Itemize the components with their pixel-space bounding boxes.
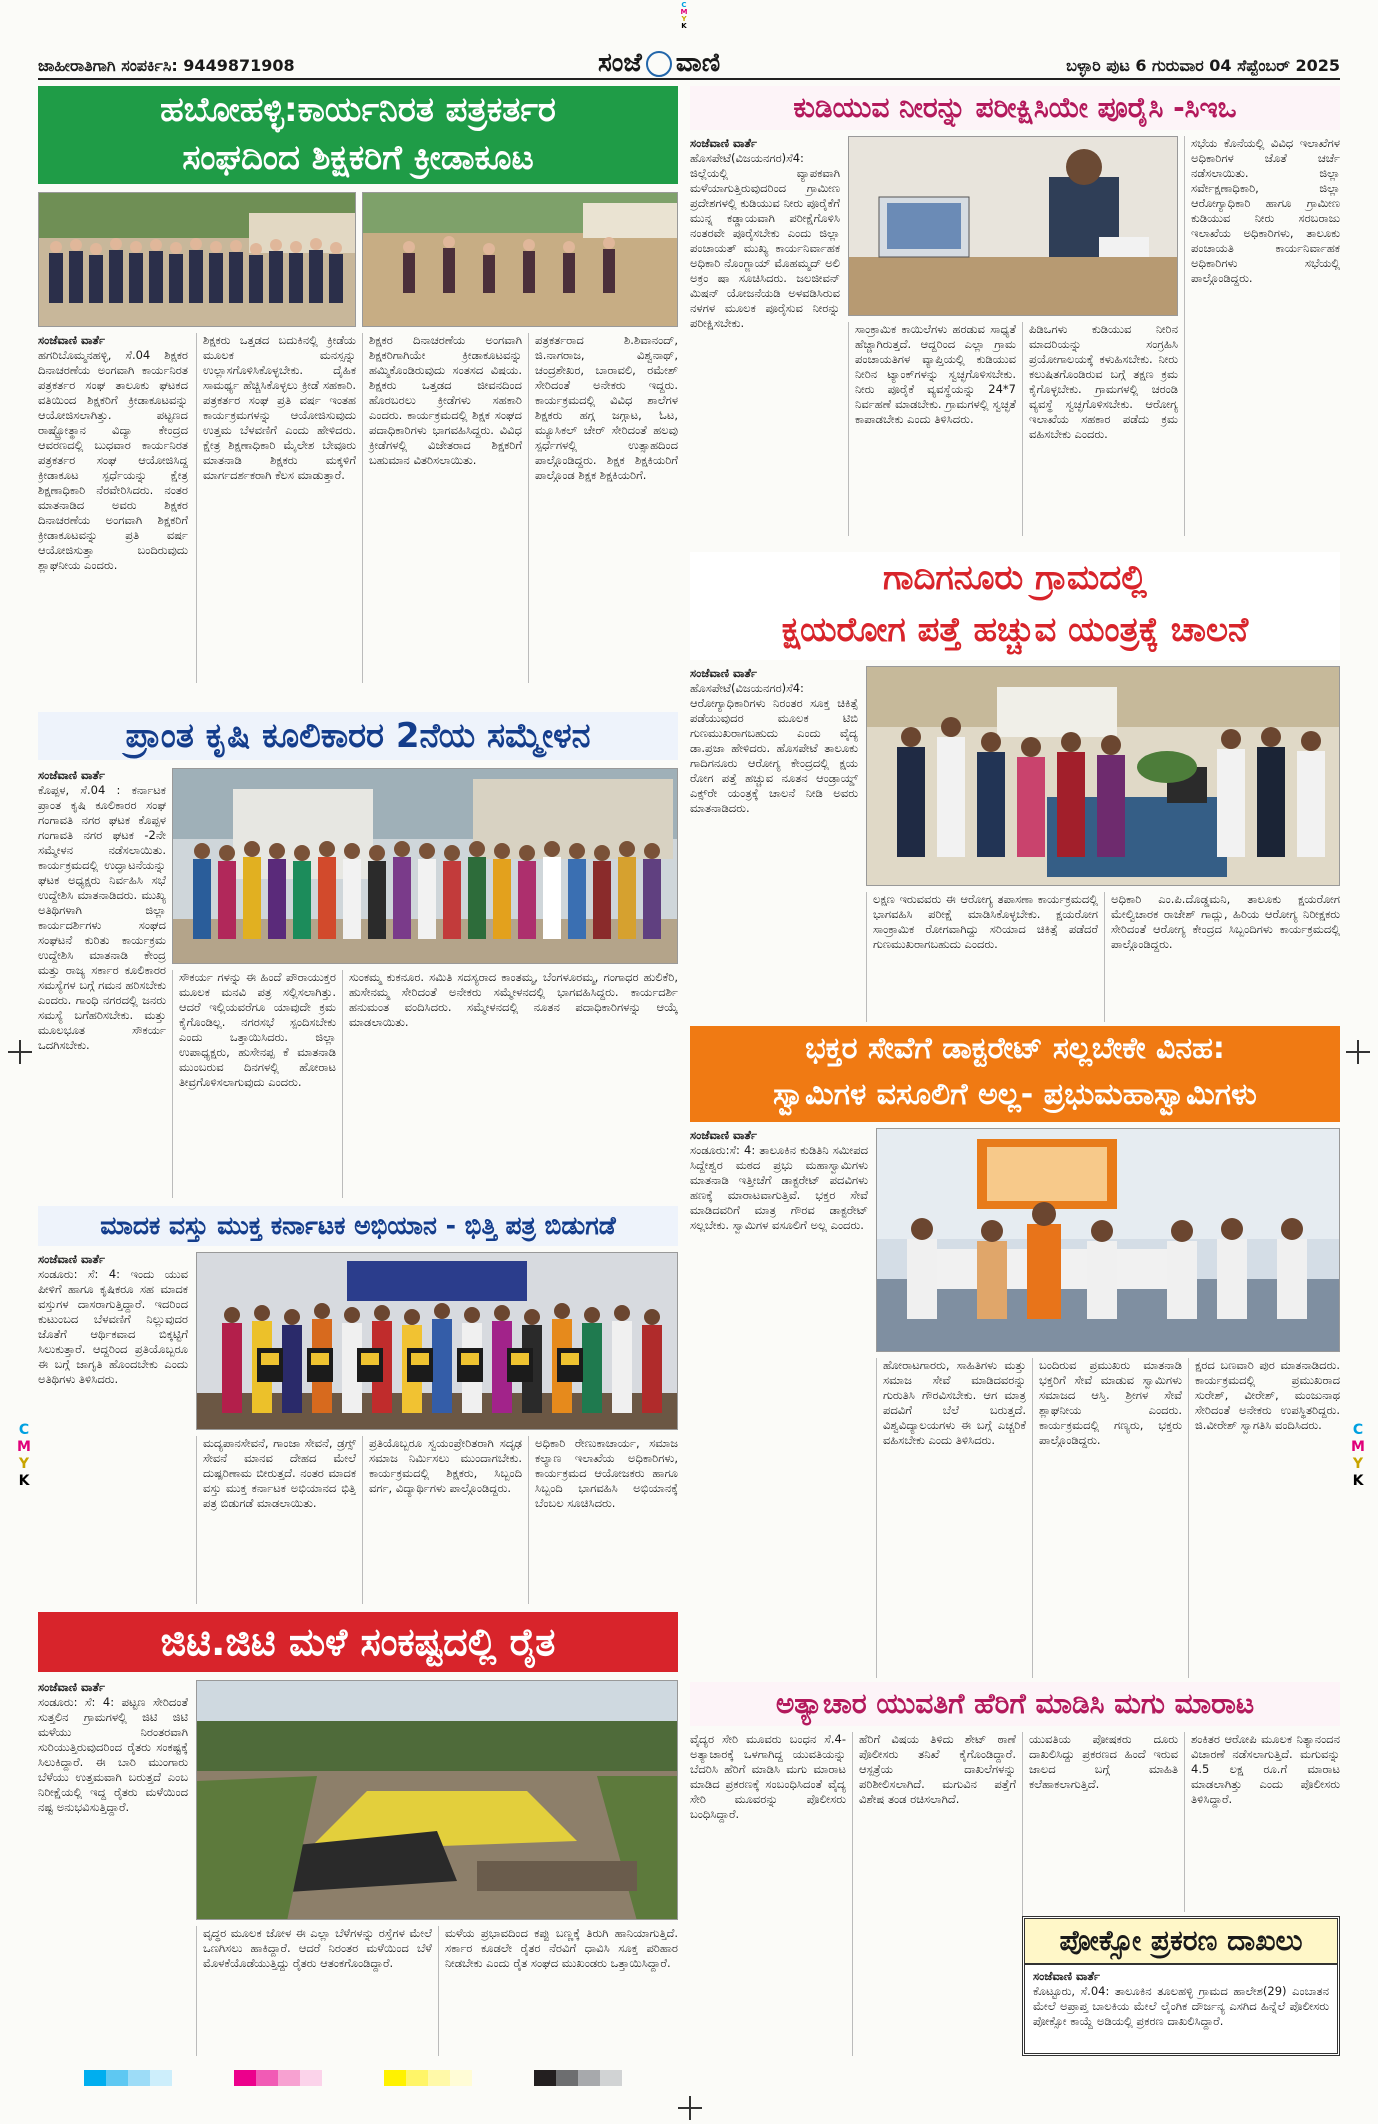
agri-workers-col-3: ಸುಂಕಮ್ಮ ಕುಕನೂರ. ಸಮಿತಿ ಸದಸ್ಯರಾದ ಕಾಂತಮ್ಮ, ಬೆಂಗಳೂರಮ್ಮ, ಗಂಗಾಧರ ಹುಲಿಕೆರಿ, ಹುಸೇನಮ್ಮ ಸೇರಿದಂತೆ ಅನೇಕರು ಸಮ್ಮೇಳನದಲ್ಲಿ ಭಾಗವಹಿಸಿದ್ದರು. ಕಾರ್ಯದರ್ಶಿ ಹನುಮಂತ ವಂದಿಸಿದರು. ಸಮ್ಮೇಳನದಲ್ಲಿ ನೂತನ ಪದಾಧಿಕಾರಿಗಳನ್ನು ಆಯ್ಕೆ ಮಾಡಲಾಯಿತು. [342,970,678,1198]
rain-headline: ಜಿಟಿ.ಜಿಟಿ ಮಳೆ ಸಂಕಷ್ಟದಲ್ಲಿ ರೈತ [38,1612,678,1672]
water-photo [848,136,1178,316]
sports-photo-group [38,192,356,327]
rain-col-1: ಸಂಜೆವಾಣಿ ವಾರ್ತೆ ಸಂಡೂರು: ಸೆ: 4: ಪಟ್ಟಣ ಸೇರಿದಂತೆ ಸುತ್ತಲಿನ ಗ್ರಾಮಗಳಲ್ಲಿ ಜಿಟಿ ಜಿಟಿ ಮಳೆಯು ನಿರಂತರವಾಗಿ ಸುರಿಯುತ್ತಿರುವುದರಿಂದ ರೈತರು ಸಂಕಷ್ಟಕ್ಕೆ ಸಿಲುಕಿದ್ದಾರೆ. ಈ ಬಾರಿ ಮುಂಗಾರು ಬೆಳೆಯು ಉತ್ತಮವಾಗಿ ಬರುತ್ತದೆ ಎಂಬ ನಿರೀಕ್ಷೆಯಲ್ಲಿ ಇದ್ದ ರೈತರು ಮಳೆಯಿಂದ ನಷ್ಟ ಅನುಭವಿಸುತ್ತಿದ್ದಾರೆ. [38,1680,188,1814]
drug-free-col-1: ಸಂಜೆವಾಣಿ ವಾರ್ತೆ ಸಂಡೂರು: ಸೆ: 4: ಇಂದು ಯುವ ಪೀಳಿಗೆ ಹಾಗೂ ಕೃಷಿಕರೂ ಸಹ ಮಾದಕ ವಸ್ತುಗಳ ದಾಸರಾಗುತ್ತಿದ್ದಾರೆ. ಇದರಿಂದ ಕುಟುಂಬದ ಬೆಳವಣಿಗೆ ನಿಲ್ಲುವುದರ ಜೊತೆಗೆ ಆರ್ಥಿಕವಾದ ಬಿಕ್ಕಟ್ಟಿಗೆ ಸಿಲುಕುತ್ತಾರೆ. ಆದ್ದರಿಂದ ಪ್ರತಿಯೊಬ್ಬರೂ ಈ ಬಗ್ಗೆ ಜಾಗೃತಿ ಹೊಂದಬೇಕು ಎಂದು ಅತಿಥಿಗಳು ತಿಳಿಸಿದರು. [38,1252,188,1386]
drug-free-headline: ಮಾದಕ ವಸ್ತು ಮುಕ್ತ ಕರ್ನಾಟಕ ಅಭಿಯಾನ - ಭಿತ್ತಿ ಪತ್ರ ಬಿಡುಗಡೆ [38,1206,678,1246]
child-sale-col-3: ಯುವತಿಯ ಪೋಷಕರು ದೂರು ದಾಖಲಿಸಿದ್ದು ಪ್ರಕರಣದ ಹಿಂದೆ ಇರುವ ಜಾಲದ ಬಗ್ಗೆ ಮಾಹಿತಿ ಕಲೆಹಾಕಲಾಗುತ್ತಿದೆ. [1022,1732,1178,2056]
child-sale-col-1: ವೈದ್ಯರ ಸೇರಿ ಮೂವರು ಬಂಧನ ಸೆ.4- ಅತ್ಯಾಚಾರಕ್ಕೆ ಒಳಗಾಗಿದ್ದ ಯುವತಿಯನ್ನು ಬೆದರಿಸಿ ಹೆರಿಗೆ ಮಾಡಿಸಿ ಮಗು ಮಾರಾಟ ಮಾಡಿದ ಪ್ರಕರಣಕ್ಕೆ ಸಂಬಂಧಿಸಿದಂತೆ ವೈದ್ಯ ಸೇರಿ ಮೂವರನ್ನು ಪೊಲೀಸರು ಬಂಧಿಸಿದ್ದಾರೆ. [690,1732,846,1821]
drug-free-col-2: ಮದ್ಯಪಾನಸೇವನೆ, ಗಾಂಜಾ ಸೇವನೆ, ಡ್ರಗ್ಸ್ ಸೇವನೆ ಮಾನವ ದೇಹದ ಮೇಲೆ ದುಷ್ಪರಿಣಾಮ ಬೀರುತ್ತದೆ. ನಂತರ ಮಾದಕ ವಸ್ತು ಮುಕ್ತ ಕರ್ನಾಟಕ ಅಭಿಯಾನದ ಭಿತ್ತಿ ಪತ್ರ ಬಿಡುಗಡೆ ಮಾಡಲಾಯಿತು. [196,1436,356,1604]
advertising-contact: ಜಾಹೀರಾತಿಗಾಗಿ ಸಂಪರ್ಕಿಸಿ: 9449871908 [38,56,295,75]
sports-headline: ಹಬೋಹಳ್ಳಿ:ಕಾರ್ಯನಿರತ ಪತ್ರಕರ್ತರ ಸಂಘದಿಂದ ಶಿಕ್ಷಕರಿಗೆ ಕ್ರೀಡಾಕೂಟ [38,86,678,184]
water-col-4: ಸಭೆಯ ಕೊನೆಯಲ್ಲಿ ವಿವಿಧ ಇಲಾಖೆಗಳ ಅಧಿಕಾರಿಗಳ ಜೊತೆ ಚರ್ಚೆ ನಡೆಸಲಾಯಿತು. ಜಿಲ್ಲಾ ಸರ್ವೇಕ್ಷಣಾಧಿಕಾರಿ, ಜಿಲ್ಲಾ ಆರೋಗ್ಯಾಧಿಕಾರಿ ಹಾಗೂ ಗ್ರಾಮೀಣ ಕುಡಿಯುವ ನೀರು ಸರಬರಾಜು ಇಲಾಖೆಯ ಅಧಿಕಾರಿಗಳು, ತಾಲೂಕು ಪಂಚಾಯತಿ ಕಾರ್ಯನಿರ್ವಾಹಕ ಅಧಿಕಾರಿಗಳು ಸಭೆಯಲ್ಲಿ ಪಾಲ್ಗೊಂಡಿದ್ದರು. [1184,136,1340,536]
sports-col-4: ಪತ್ರಕರ್ತರಾದ ಶಿ.ಶಿವಾನಂದ್, ಜಿ.ನಾಗರಾಜ, ವಿಶ್ವನಾಥ್, ಚಂದ್ರಶೇಖರ, ಬಾರಾವಲಿ, ರಮೇಶ್ ಸೇರಿದಂತೆ ಅನೇಕರು ಇದ್ದರು. ಕಾರ್ಯಕ್ರಮದಲ್ಲಿ ವಿವಿಧ ಶಾಲೆಗಳ ಶಿಕ್ಷಕರು ಹಗ್ಗ ಜಗ್ಗಾಟ, ಓಟ, ಮ್ಯೂಸಿಕಲ್ ಚೇರ್ ಸೇರಿದಂತೆ ಹಲವು ಸ್ಪರ್ಧೆಗಳಲ್ಲಿ ಉತ್ಸಾಹದಿಂದ ಪಾಲ್ಗೊಂಡಿದ್ದರು. ಶಿಕ್ಷಕ ಶಿಕ್ಷಕಿಯರಿಗೆ ಪಾಲ್ಗೊಂಡ ಶಿಕ್ಷಕ ಶಿಕ್ಷಕಿಯರಿಗೆ. [528,333,678,683]
sports-col-3: ಶಿಕ್ಷಕರ ದಿನಾಚರಣೆಯ ಅಂಗವಾಗಿ ಶಿಕ್ಷಕರಿಗಾಗಿಯೇ ಕ್ರೀಡಾಕೂಟವನ್ನು ಹಮ್ಮಿಕೊಂಡಿರುವುದು ಸಂತಸದ ವಿಷಯ. ಶಿಕ್ಷಕರು ಒತ್ತಡದ ಜೀವನದಿಂದ ಹೊರಬರಲು ಕ್ರೀಡೆಗಳು ಸಹಕಾರಿ ಎಂದರು. ಕಾರ್ಯಕ್ರಮದಲ್ಲಿ ಶಿಕ್ಷಕ ಸಂಘದ ಪದಾಧಿಕಾರಿಗಳು ಭಾಗವಹಿಸಿದ್ದರು. ವಿವಿಧ ಕ್ರೀಡೆಗಳಲ್ಲಿ ವಿಜೇತರಾದ ಶಿಕ್ಷಕರಿಗೆ ಬಹುಮಾನ ವಿತರಿಸಲಾಯಿತು. [362,333,522,683]
crop-mark-bottom [678,2096,702,2120]
rain-col-3: ಮಳೆಯ ಪ್ರಭಾವದಿಂದ ಕಪ್ಪು ಬಣ್ಣಕ್ಕೆ ತಿರುಗಿ ಹಾನಿಯಾಗುತ್ತಿದೆ. ಸರ್ಕಾರ ಕೂಡಲೇ ರೈತರ ನೆರವಿಗೆ ಧಾವಿಸಿ ಸೂಕ್ತ ಪರಿಹಾರ ನೀಡಬೇಕು ಎಂದು ರೈತ ಸಂಘದ ಮುಖಂಡರು ಒತ್ತಾಯಿಸಿದ್ದಾರೆ. [438,1926,678,2056]
doctorate-headline: ಭಕ್ತರ ಸೇವೆಗೆ ಡಾಕ್ಟರೇಟ್ ಸಲ್ಲಬೇಕೇ ವಿನಹ: ಸ್ವಾಮಿಗಳ ವಸೂಲಿಗೆ ಅಲ್ಲ- ಪ್ರಭುಮಹಾಸ್ವಾಮಿಗಳು [690,1026,1340,1122]
doctorate-col-3: ಬಂದಿರುವ ಪ್ರಮುಖರು ಮಾತನಾಡಿ ಭಕ್ತರಿಗೆ ಸೇವೆ ಮಾಡುವ ಸ್ವಾಮಿಗಳು ಸಮಾಜದ ಆಸ್ತಿ. ಶ್ರೀಗಳ ಸೇವೆ ಶ್ಲಾಘನೀಯ ಎಂದರು. ಕಾರ್ಯಕ್ರಮದಲ್ಲಿ ಗಣ್ಯರು, ಭಕ್ತರು ಪಾಲ್ಗೊಂಡಿದ್ದರು. [1032,1358,1182,1678]
masthead [38,48,1340,80]
tb-col-2: ಲಕ್ಷಣ ಇರುವವರು ಈ ಆರೋಗ್ಯ ತಪಾಸಣಾ ಕಾರ್ಯಕ್ರಮದಲ್ಲಿ ಭಾಗವಹಿಸಿ ಪರೀಕ್ಷೆ ಮಾಡಿಸಿಕೊಳ್ಳಬೇಕು. ಕ್ಷಯರೋಗ ಸಾಂಕ್ರಾಮಿಕ ರೋಗವಾಗಿದ್ದು ಸರಿಯಾದ ಚಿಕಿತ್ಸೆ ಪಡೆದರೆ ಗುಣಮುಖರಾಗಬಹುದು ಎಂದರು. [866,892,1098,1022]
color-calibration-bar [84,2070,1294,2086]
tb-col-1: ಸಂಜೆವಾಣಿ ವಾರ್ತೆ ಹೊಸಪೇಟೆ(ವಿಜಯನಗರ)ಸೆ4: ಆರೋಗ್ಯಾಧಿಕಾರಿಗಳು ನಿರಂತರ ಸೂಕ್ತ ಚಿಕಿತ್ಸೆ ಪಡೆಯುವುದರ ಮೂಲಕ ಟಿಬಿ ಗುಣಮುಖರಾಗಬಹುದು ಎಂದು ವೈದ್ಯ ಡಾ.ಪ್ರಜಾ ಹೇಳಿದರು. ಹೊಸಪೇಟೆ ತಾಲೂಕು ಗಾದಿಗನೂರು ಆರೋಗ್ಯ ಕೇಂದ್ರದಲ್ಲಿ ಕ್ಷಯ ರೋಗ ಪತ್ತೆ ಹಚ್ಚುವ ನೂತನ ಆಂಡ್ರಾಯ್ಡ್ ಎಕ್ಸ್‌ರೇ ಯಂತ್ರಕ್ಕೆ ಚಾಲನೆ ನೀಡಿ ಅವರು ಮಾತನಾಡಿದರು. [690,666,858,815]
child-sale-col-2: ಹೆರಿಗೆ ವಿಷಯ ತಿಳಿದು ಶೇಟ್ ಠಾಣೆ ಪೊಲೀಸರು ತನಿಖೆ ಕೈಗೊಂಡಿದ್ದಾರೆ. ಆಸ್ಪತ್ರೆಯ ದಾಖಲೆಗಳನ್ನು ಪರಿಶೀಲಿಸಲಾಗಿದೆ. ಮಗುವಿನ ಪತ್ತೆಗೆ ವಿಶೇಷ ತಂಡ ರಚಿಸಲಾಗಿದೆ. [852,1732,1016,2056]
agri-workers-headline: ಪ್ರಾಂತ ಕೃಷಿ ಕೂಲಿಕಾರರ 2ನೆಯ ಸಮ್ಮೇಳನ [38,712,678,760]
dateline: ಬಳ್ಳಾರಿ ಪುಟ 6 ಗುರುವಾರ 04 ಸೆಪ್ಟೆಂಬರ್ 2025 [1066,56,1340,75]
pocso-body: ಸಂಜೆವಾಣಿ ವಾರ್ತೆ ಕೊಟ್ಟೂರು, ಸೆ.04: ತಾಲೂಕಿನ ತೂಲಹಳ್ಳಿ ಗ್ರಾಮದ ಹಾಲೇಶ(29) ಎಂಬಾತನ ಮೇಲೆ ಅಪ್ರಾಪ್ತ ಬಾಲಕಿಯ ಮೇಲೆ ಲೈಂಗಿಕ ದೌರ್ಜನ್ಯ ಎಸಗಿದ ಹಿನ್ನೆಲೆ ಪೊಲೀಸರು ಪೋಕ್ಸೋ ಕಾಯ್ದೆ ಅಡಿಯಲ್ಲಿ ಪ್ರಕರಣ ದಾಖಲಿಸಿದ್ದಾರೆ. [1033,1969,1329,2028]
agri-workers-col-1: ಸಂಜೆವಾಣಿ ವಾರ್ತೆ ಕೊಪ್ಪಳ, ಸೆ.04 : ಕರ್ನಾಟಕ ಪ್ರಾಂತ ಕೃಷಿ ಕೂಲಿಕಾರರ ಸಂಘ ಗಂಗಾವತಿ ನಗರ ಘಟಕ ಕೊಪ್ಪಳ ಗಂಗಾವತಿ ನಗರ ಘಟಕ -2ನೇ ಸಮ್ಮೇಳನ ನಡೆಸಲಾಯಿತು. ಕಾರ್ಯಕ್ರಮದಲ್ಲಿ ಉದ್ಘಾಟನೆಯನ್ನು ಘಟಕ ಅಧ್ಯಕ್ಷರು ನಿರ್ವಹಿಸಿ ಸಭೆ ಉದ್ದೇಶಿಸಿ ಮಾತನಾಡಿದರು. ಮುಖ್ಯ ಅತಿಥಿಗಳಾಗಿ ಜಿಲ್ಲಾ ಕಾರ್ಯದರ್ಶಿಗಳು ಸಂಘದ ಸಂಘಟನೆ ಕುರಿತು ಕಾರ್ಯಕ್ರಮ ಉದ್ದೇಶಿಸಿ ಮಾತನಾಡಿ ಕೇಂದ್ರ ಮತ್ತು ರಾಜ್ಯ ಸರ್ಕಾರ ಕೂಲಿಕಾರರ ಸಮಸ್ಯೆಗಳ ಬಗ್ಗೆ ಗಮನ ಹರಿಸಬೇಕು ಎಂದರು. ಗಾಂಧಿ ನಗರದಲ್ಲಿ ಜನರು ಸಮಸ್ಯೆ ಬಗೆಹರಿಸಬೇಕು. ಮತ್ತು ಮೂಲಭೂತ ಸೌಕರ್ಯ ಒದಗಿಸಬೇಕು. [38,768,166,1052]
rain-col-2: ವೃದ್ಧರ ಮೂಲಕ ಜೋಳ ಈ ಎಲ್ಲಾ ಬೆಳೆಗಳನ್ನು ರಸ್ತೆಗಳ ಮೇಲೆ ಒಣಗಿಸಲು ಹಾಕಿದ್ದಾರೆ. ಆದರೆ ನಿರಂತರ ಮಳೆಯಿಂದ ಬೆಳೆ ಮೊಳಕೆಯೊಡೆಯುತ್ತಿದ್ದು ರೈತರು ಆತಂಕಗೊಂಡಿದ್ದಾರೆ. [196,1926,432,2056]
cmyk-registration-left: C M Y K [17,1422,31,1489]
water-col-1: ಸಂಜೆವಾಣಿ ವಾರ್ತೆ ಹೊಸಪೇಟೆ(ವಿಜಯನಗರ)ಸೆ4: ಜಿಲ್ಲೆಯಲ್ಲಿ ವ್ಯಾಪಕವಾಗಿ ಮಳೆಯಾಗುತ್ತಿರುವುದರಿಂದ ಗ್ರಾಮೀಣ ಪ್ರದೇಶಗಳಲ್ಲಿ ಕುಡಿಯುವ ನೀರು ಪೂರೈಕೆಗೆ ಮುನ್ನ ಕಡ್ಡಾಯವಾಗಿ ಪರೀಕ್ಷೆಗೊಳಿಸಿ ನಂತರವೇ ಪೂರೈಸಬೇಕು ಎಂದು ಜಿಲ್ಲಾ ಪಂಚಾಯತ್ ಮುಖ್ಯ ಕಾರ್ಯನಿರ್ವಾಹಕ ಅಧಿಕಾರಿ ನೊಂಗ್ಜಾಯ್ ಮೊಹಮ್ಮದ್ ಅಲಿ ಅಕ್ರಂ ಷಾ ಸೂಚಿಸಿದರು. ಜಲಜೀವನ್ ಮಿಷನ್ ಯೋಜನೆಯಡಿ ಅಳವಡಿಸಿರುವ ನಳಗಳ ಮೂಲಕ ಪೂರೈಸುವ ನೀರನ್ನು ಪರೀಕ್ಷಿಸಬೇಕು. [690,136,840,330]
tb-headline: ಗಾದಿಗನೂರು ಗ್ರಾಮದಲ್ಲಿ ಕ್ಷಯರೋಗ ಪತ್ತೆ ಹಚ್ಚುವ ಯಂತ್ರಕ್ಕೆ ಚಾಲನೆ [690,552,1340,660]
cmyk-registration-right: C M Y K [1351,1422,1365,1489]
doctorate-photo [876,1128,1340,1352]
agri-workers-col-2: ಸೌಕರ್ಯ ಗಳನ್ನು ಈ ಹಿಂದೆ ಪೌರಾಯುಕ್ತರ ಮೂಲಕ ಮನವಿ ಪತ್ರ ಸಲ್ಲಿಸಲಾಗಿತ್ತು. ಆದರೆ ಇಲ್ಲಿಯವರೆಗೂ ಯಾವುದೇ ಕ್ರಮ ಕೈಗೊಂಡಿಲ್ಲ. ನಗರಸಭೆ ಸ್ಪಂದಿಸಬೇಕು ಎಂದು ಒತ್ತಾಯಿಸಿದರು. ಜಿಲ್ಲಾ ಉಪಾಧ್ಯಕ್ಷರು, ಹುಸೇನಪ್ಪ ಕೆ ಮಾತನಾಡಿ ಮುಂಬರುವ ದಿನಗಳಲ್ಲಿ ಹೋರಾಟ ತೀವ್ರಗೊಳಿಸಲಾಗುವುದು ಎಂದರು. [172,970,336,1198]
doctorate-col-2: ಹೋರಾಟಗಾರರು, ಸಾಹಿತಿಗಳು ಮತ್ತು ಸಮಾಜ ಸೇವೆ ಮಾಡಿದವರನ್ನು ಗುರುತಿಸಿ ಗೌರವಿಸಬೇಕು. ಆಗ ಮಾತ್ರ ಪದವಿಗೆ ಬೆಲೆ ಬರುತ್ತದೆ. ವಿಶ್ವವಿದ್ಯಾಲಯಗಳು ಈ ಬಗ್ಗೆ ಎಚ್ಚರಿಕೆ ವಹಿಸಬೇಕು ಎಂದು ತಿಳಿಸಿದರು. [876,1358,1026,1678]
drug-free-col-3: ಪ್ರತಿಯೊಬ್ಬರೂ ಸ್ವಯಂಪ್ರೇರಿತರಾಗಿ ಸದೃಢ ಸಮಾಜ ನಿರ್ಮಿಸಲು ಮುಂದಾಗಬೇಕು. ಕಾರ್ಯಕ್ರಮದಲ್ಲಿ ಶಿಕ್ಷಕರು, ಸಿಬ್ಬಂದಿ ವರ್ಗ, ವಿದ್ಯಾರ್ಥಿಗಳು ಪಾಲ್ಗೊಂಡಿದ್ದರು. [362,1436,522,1604]
cmyk-registration-top: C M Y K [680,1,688,30]
drug-free-col-4: ಅಧಿಕಾರಿ ರೇಣುಕಾಚಾರ್ಯ, ಸಮಾಜ ಕಲ್ಯಾಣ ಇಲಾಖೆಯ ಅಧಿಕಾರಿಗಳು, ಕಾರ್ಯಕ್ರಮದ ಆಯೋಜಕರು ಹಾಗೂ ಸಿಬ್ಬಂದಿ ಭಾಗವಹಿಸಿ ಅಭಿಯಾನಕ್ಕೆ ಬೆಂಬಲ ಸೂಚಿಸಿದರು. [528,1436,678,1604]
sports-col-2: ಶಿಕ್ಷಕರು ಒತ್ತಡದ ಬದುಕಿನಲ್ಲಿ ಕ್ರೀಡೆಯ ಮೂಲಕ ಮನಸ್ಸನ್ನು ಉಲ್ಲಾಸಗೊಳಿಸಿಕೊಳ್ಳಬೇಕು. ದೈಹಿಕ ಸಾಮರ್ಥ್ಯ ಹೆಚ್ಚಿಸಿಕೊಳ್ಳಲು ಕ್ರೀಡೆ ಸಹಕಾರಿ. ಪತ್ರಕರ್ತರ ಸಂಘ ಪ್ರತಿ ವರ್ಷ ಇಂತಹ ಕಾರ್ಯಕ್ರಮಗಳನ್ನು ಆಯೋಜಿಸುವುದು ಉತ್ತಮ ಬೆಳವಣಿಗೆ ಎಂದು ಹೇಳಿದರು. ಕ್ಷೇತ್ರ ಶಿಕ್ಷಣಾಧಿಕಾರಿ ಮೈಲೇಶ ಬೇವೂರು ಮಾತನಾಡಿ ಶಿಕ್ಷಕರು ಮಕ್ಕಳಿಗೆ ಮಾರ್ಗದರ್ಶಕರಾಗಿ ಕೆಲಸ ಮಾಡುತ್ತಾರೆ. [196,333,356,683]
child-sale-headline: ಅತ್ಯಾಚಾರ ಯುವತಿಗೆ ಹೆರಿಗೆ ಮಾಡಿಸಿ ಮಗು ಮಾರಾಟ [690,1682,1340,1726]
water-headline: ಕುಡಿಯುವ ನೀರನ್ನು ಪರೀಕ್ಷಿಸಿಯೇ ಪೂರೈಸಿ -ಸಿಇಒ [690,86,1340,130]
rain-photo [196,1680,678,1920]
pocso-box [1022,1916,1340,2056]
globe-icon [646,51,672,77]
water-col-2: ಸಾಂಕ್ರಾಮಿಕ ಕಾಯಿಲೆಗಳು ಹರಡುವ ಸಾಧ್ಯತೆ ಹೆಚ್ಚಾಗಿರುತ್ತದೆ. ಆದ್ದರಿಂದ ಎಲ್ಲಾ ಗ್ರಾಮ ಪಂಚಾಯತಿಗಳ ವ್ಯಾಪ್ತಿಯಲ್ಲಿ ಕುಡಿಯುವ ನೀರಿನ ಟ್ಯಾಂಕ್‌ಗಳನ್ನು ಸ್ವಚ್ಛಗೊಳಿಸಬೇಕು. ನೀರು ಪೂರೈಕೆ ವ್ಯವಸ್ಥೆಯನ್ನು 24*7 ನಿರ್ವಹಣೆ ಮಾಡಬೇಕು. ಗ್ರಾಮಗಳಲ್ಲಿ ಸ್ವಚ್ಛತೆ ಕಾಪಾಡಬೇಕು ಎಂದು ತಿಳಿಸಿದರು. [848,322,1016,536]
crop-mark-left [8,1040,32,1064]
tb-col-3: ಅಧಿಕಾರಿ ಎಂ.ಪಿ.ದೊಡ್ಡಮನಿ, ತಾಲೂಕು ಕ್ಷಯರೋಗ ಮೇಲ್ವಿಚಾರಕ ರಾಜೇಶ್ ಗಾದ್ಲು, ಹಿರಿಯ ಆರೋಗ್ಯ ನಿರೀಕ್ಷಕರು ಸೇರಿದಂತೆ ಆರೋಗ್ಯ ಕೇಂದ್ರದ ಸಿಬ್ಬಂದಿಗಳು ಕಾರ್ಯಕ್ರಮದಲ್ಲಿ ಪಾಲ್ಗೊಂಡಿದ್ದರು. [1104,892,1340,1022]
pocso-headline: ಪೋಕ್ಸೋ ಪ್ರಕರಣ ದಾಖಲು [1025,1919,1337,1965]
tb-photo [866,666,1340,886]
doctorate-col-4: ಕ್ಷರದ ಬಣವಾರಿ ಪುರ ಮಾತನಾಡಿದರು. ಕಾರ್ಯಕ್ರಮದಲ್ಲಿ ಪ್ರಮುಖರಾದ ಸುರೇಶ್, ವೀರೇಶ್, ಮಂಜುನಾಥ ಸೇರಿದಂತೆ ಅನೇಕರು ಉಪಸ್ಥಿತರಿದ್ದರು. ಜಿ.ವೀರೇಶ್ ಸ್ವಾಗತಿಸಿ ವಂದಿಸಿದರು. [1188,1358,1340,1678]
sports-col-1: ಸಂಜೆವಾಣಿ ವಾರ್ತೆ ಹಗರಿಬೊಮ್ಮನಹಳ್ಳಿ, ಸೆ.04 ಶಿಕ್ಷಕರ ದಿನಾಚರಣೆಯ ಅಂಗವಾಗಿ ಕಾರ್ಯನಿರತ ಪತ್ರಕರ್ತರ ಸಂಘ ತಾಲೂಕು ಘಟಕದ ವತಿಯಿಂದ ಶಿಕ್ಷಕರಿಗೆ ಕ್ರೀಡಾಕೂಟವನ್ನು ಆಯೋಜಿಸಲಾಗಿತ್ತು. ಪಟ್ಟಣದ ರಾಷ್ಟ್ರೋತ್ಥಾನ ವಿದ್ಯಾ ಕೇಂದ್ರದ ಆವರಣದಲ್ಲಿ ಬುಧವಾರ ಕಾರ್ಯನಿರತ ಪತ್ರಕರ್ತರ ಸಂಘ ಆಯೋಜಿಸಿದ್ದ ಕ್ರೀಡಾಕೂಟ ಸ್ಪರ್ಧೆಯನ್ನು ಕ್ಷೇತ್ರ ಶಿಕ್ಷಣಾಧಿಕಾರಿ ನೆರವೇರಿಸಿದರು. ನಂತರ ಮಾತನಾಡಿದ ಅವರು ಶಿಕ್ಷಕರ ದಿನಾಚರಣೆಯ ಅಂಗವಾಗಿ ಶಿಕ್ಷಕರಿಗೆ ಕ್ರೀಡಾಕೂಟವನ್ನು ಪ್ರತಿ ವರ್ಷ ಆಯೋಜಿಸುತ್ತಾ ಬಂದಿರುವುದು ಶ್ಲಾಘನೀಯ ಎಂದರು. [38,333,188,572]
sports-photo-race [362,192,678,327]
crop-mark-right [1346,1040,1370,1064]
newspaper-logo: ಸಂಜೆ ವಾಣಿ [598,48,721,78]
doctorate-col-1: ಸಂಜೆವಾಣಿ ವಾರ್ತೆ ಸಂಡೂರು:ಸೆ: 4: ತಾಲೂಕಿನ ಕುಡಿತಿನಿ ಸಮೀಪದ ಸಿದ್ದೇಶ್ವರ ಮಠದ ಪ್ರಭು ಮಹಾಸ್ವಾಮಿಗಳು ಮಾತನಾಡಿ ಇತ್ತೀಚೆಗೆ ಡಾಕ್ಟರೇಟ್ ಪದವಿಗಳು ಹಣಕ್ಕೆ ಮಾರಾಟವಾಗುತ್ತಿವೆ. ಭಕ್ತರ ಸೇವೆ ಮಾಡಿದವರಿಗೆ ಮಾತ್ರ ಗೌರವ ಡಾಕ್ಟರೇಟ್ ಸಲ್ಲಬೇಕು. ಸ್ವಾಮಿಗಳ ವಸೂಲಿಗೆ ಅಲ್ಲ ಎಂದರು. [690,1128,868,1232]
drug-free-photo [196,1252,678,1430]
child-sale-col-4: ಶಂಕಿತರ ಆರೋಪಿ ಮೂಲಕ ನಿತ್ಯಾನಂದನ ವಿಚಾರಣೆ ನಡೆಸಲಾಗುತ್ತಿದೆ. ಮಗುವನ್ನು 4.5 ಲಕ್ಷ ರೂ.ಗೆ ಮಾರಾಟ ಮಾಡಲಾಗಿತ್ತು ಎಂದು ಪೊಲೀಸರು ತಿಳಿಸಿದ್ದಾರೆ. [1184,1732,1340,1912]
water-col-3: ಪಿಡಿಒಗಳು ಕುಡಿಯುವ ನೀರಿನ ಮಾದರಿಯನ್ನು ಸಂಗ್ರಹಿಸಿ ಪ್ರಯೋಗಾಲಯಕ್ಕೆ ಕಳುಹಿಸಬೇಕು. ನೀರು ಕಲುಷಿತಗೊಂಡಿರುವ ಬಗ್ಗೆ ತಕ್ಷಣ ಕ್ರಮ ಕೈಗೊಳ್ಳಬೇಕು. ಗ್ರಾಮಗಳಲ್ಲಿ ಚರಂಡಿ ವ್ಯವಸ್ಥೆ ಸ್ವಚ್ಛಗೊಳಿಸಬೇಕು. ಆರೋಗ್ಯ ಇಲಾಖೆಯ ಸಹಕಾರ ಪಡೆದು ಕ್ರಮ ವಹಿಸಬೇಕು ಎಂದರು. [1022,322,1178,536]
agri-workers-photo [172,768,678,964]
